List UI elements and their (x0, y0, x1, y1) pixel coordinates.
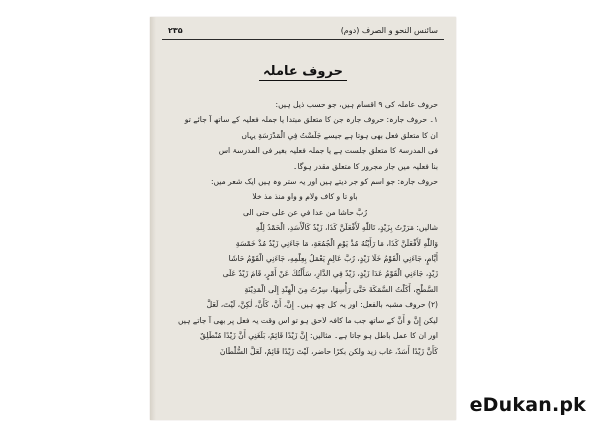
text-line: شالیں: مَرَرْتُ بِزَيْدٍ، تَاللّٰهِ لَأَفْعَلَنَّ كَذَا، زَيْدٌ كَالْأَسَدِ، الْحَمْدُ لِلّٰهِ (255, 223, 438, 233)
text-line: السَّطْحِ، أَكَلْتُ السَّمَكَةَ حَتَّى رَأْسِهَا، سِرْتُ مِنَ الْهِنْدِ إِلَى الْمَدِيْنَةِ (244, 284, 438, 294)
text-line: ان کا متعلق فعل بھی ہوتا ہے جیسے جَلَسْتُ فِي الْمَدْرَسَةِ یہاں (241, 130, 438, 140)
verse-line: رُبَّ حاشا من عدا في عن على حتى الى (243, 207, 367, 217)
text-line: لیکن إِنَّ و أَنَّ کے ساتھ جب ما کافہ لاحق ہو تو اس وقت یہ فعل پر بھی آ جاتے ہیں (177, 315, 438, 325)
text-line: كَأَنَّ زَيْدًا أَسَدٌ، غاب زيد ولكن بكرًا حاضر، لَيْتَ زَيْدًا قَائِمٌ، لَعَلَّ السُّلْطَانَ (219, 346, 438, 356)
text-line: وَاللّٰهِ لَأَفْعَلَنَّ كَذَا، مَا رَأَيْتُهُ مُذْ يَوْمِ الْجُمُعَةِ، مَا جَاءَنِي زَيْدٌ مُذْ خَمْسَةِ (235, 238, 438, 248)
text-line: اور ان کا عمل باطل ہو جاتا ہے۔ مثالیں: إِنَّ زَيْدًا قَائِمٌ، بَلَغَنِي أَنَّ زَيْدًا مُنْطَلِقٌ (200, 331, 438, 341)
running-header: سائنس النحو و الصرف (دوم) (340, 26, 438, 35)
text-line: (۲) حروف مشبہ بالفعل: اور یہ کل چھ ہیں۔ إِنَّ، أَنَّ، كَأَنَّ، لٰكِنَّ، لَيْتَ، لَعَلَّ (206, 300, 438, 310)
text-line: حروف جارہ: جو اسم کو جر دیتے ہیں اور یہ ستر وہ ہیں ایک شعر میں: (210, 177, 438, 187)
text-line: زَيْدٍ، جَاءَنِي الْقَوْمُ عَدَا زَيْدٍ، زَيْدٌ فِي الدَّارِ، سَأَلْتُكَ عَنْ أَمْرٍ، قَامَ زَيْدٌ عَلَى (222, 269, 438, 279)
scanned-page (150, 17, 456, 420)
text-line: فی المدرسۃ کا متعلق جلست ہے یا جملہ فعلیہ بغیر فی المدرسۃ اس (218, 146, 438, 156)
section-title-text: حروف عاملہ (259, 64, 347, 81)
page-header (162, 25, 444, 40)
text-line: حروف عاملہ کی ۹ اقسام ہیں، جو حسب ذیل ہیں: (275, 100, 438, 109)
text-line: أَيَّامٍ، جَاءَنِي الْقَوْمُ خَلَا زَيْدٍ، رُبَّ عَالِمٍ يَعْمَلُ بِعِلْمِهِ، جَاءَنِي الْقَوْمُ حَاشَا (228, 254, 438, 264)
page-body (172, 97, 438, 359)
page-number: ۲۳۵ (168, 26, 183, 35)
text-line: ۱۔ حروف جارہ: حروف جارہ جن کا متعلق مبتدا یا جملہ فعلیہ کے ساتھ آ جائے تو (184, 115, 438, 125)
verse-line: باو تا و کاف ولام و واو منذ مذ خلا (252, 192, 358, 202)
text-line: بنا فعلیہ میں جار مجرور کا متعلق مقدر ہوگا۔ (293, 161, 438, 171)
watermark-logo: eDukan.pk (469, 394, 586, 416)
section-title (150, 64, 456, 79)
